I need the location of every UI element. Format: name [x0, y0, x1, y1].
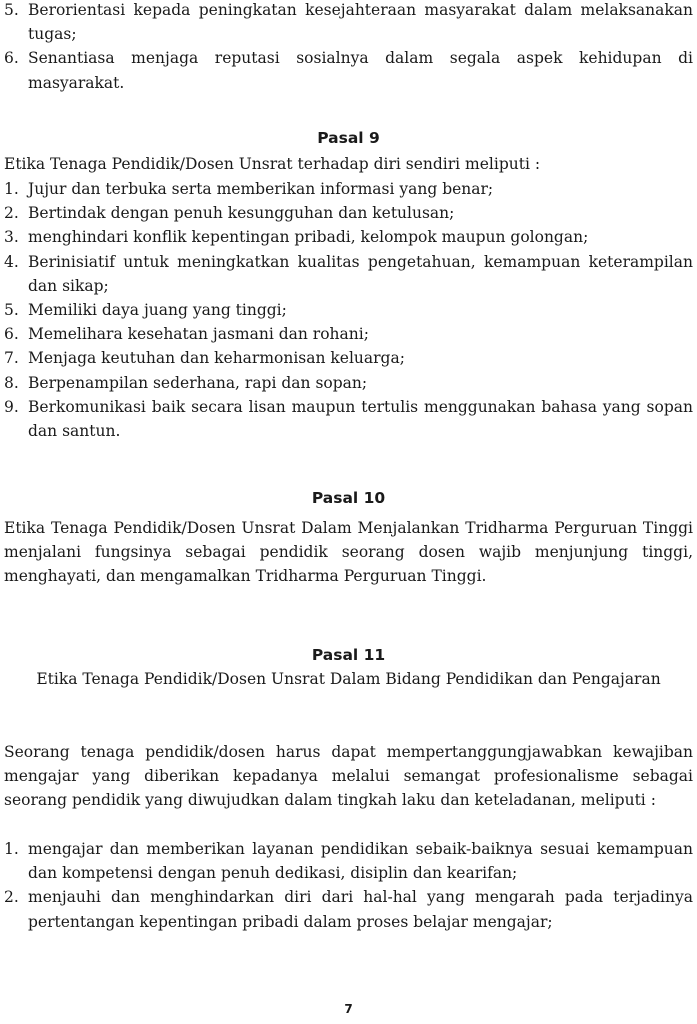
list-item-number: 5.: [4, 301, 19, 320]
page-number: 7: [344, 1002, 353, 1016]
pasal-11-list: [4, 837, 693, 934]
pasal-11-paragraph: Seorang tenaga pendidik/dosen harus dapat mempertanggungjawabkan kewajiban mengajar yang diberikan kepadanya melalui semangat profesionalisme sebagai seorang pendidik yang diwujudkan dalam tingkah laku dan keteladanan, meliputi :: [4, 743, 693, 810]
list-item-text: Memiliki daya juang yang tinggi;: [28, 301, 287, 320]
list-item-number: 2.: [4, 204, 19, 223]
pasal-11-subheading: Etika Tenaga Pendidik/Dosen Unsrat Dalam Bidang Pendidikan dan Pengajaran: [36, 670, 661, 688]
list-item-number: 4.: [4, 252, 19, 271]
list-item-text: Berinisiatif untuk meningkatkan kualitas pengetahuan, kemampuan keterampilan dan sikap;: [28, 252, 693, 295]
list-item-number: 6.: [4, 325, 19, 344]
pasal-10-paragraph: Etika Tenaga Pendidik/Dosen Unsrat Dalam Menjalankan Tridharma Perguruan Tinggi menjalani fungsinya sebagai pendidik seorang dosen wajib menjunjung tinggi, menghayati, dan mengamalkan Tridharma Perguruan Tinggi.: [4, 519, 693, 586]
list-item-text: Menjaga keutuhan dan keharmonisan keluarga;: [28, 349, 405, 368]
pasal-9-intro: Etika Tenaga Pendidik/Dosen Unsrat terhadap diri sendiri meliputi :: [4, 155, 541, 173]
list-item-number: 8.: [4, 373, 19, 392]
list-item: [4, 371, 693, 395]
list-item-number: 1.: [4, 840, 19, 858]
list-item-number: 7.: [4, 349, 19, 368]
list-item-text: Bertindak dengan penuh kesungguhan dan ketulusan;: [28, 204, 455, 223]
list-item-number: 6.: [4, 49, 19, 68]
list-item: [4, 885, 693, 933]
list-item-text: Berkomunikasi baik secara lisan maupun tertulis menggunakan bahasa yang sopan dan santun.: [28, 397, 693, 441]
list-item: [4, 395, 693, 443]
list-item-text: Jujur dan terbuka serta memberikan informasi yang benar;: [28, 180, 494, 198]
list-item: [4, 322, 693, 346]
list-item-number: 9.: [4, 397, 19, 416]
list-item-text: menghindari konflik kepentingan pribadi, kelompok maupun golongan;: [28, 228, 589, 247]
pasal-9-heading: Pasal 9: [317, 129, 380, 147]
list-item: [4, 46, 693, 94]
list-item: [4, 225, 693, 249]
list-item-number: 2.: [4, 888, 19, 907]
list-item: [4, 250, 693, 298]
list-item-text: Berorientasi kepada peningkatan kesejahteraan masyarakat dalam melaksanakan tugas;: [28, 1, 693, 44]
list-item-text: Memelihara kesehatan jasmani dan rohani;: [28, 325, 369, 344]
list-item: [4, 837, 693, 885]
intro-list: [4, 0, 693, 95]
pasal-10-heading: Pasal 10: [311, 489, 386, 507]
pasal-11-heading: Pasal 11: [311, 646, 386, 664]
list-item: [4, 201, 693, 225]
list-item-text: mengajar dan memberikan layanan pendidikan sebaik-baiknya sesuai kemampuan dan kompetensi dengan penuh dedikasi, disiplin dan kearifan;: [28, 840, 693, 883]
list-item-number: 1.: [4, 180, 19, 198]
pasal-9-list: [4, 177, 693, 443]
list-item-text: menjauhi dan menghindarkan diri dari hal-hal yang mengarah pada terjadinya pertentangan kepentingan pribadi dalam proses belajar mengajar;: [28, 888, 693, 931]
list-item-number: 3.: [4, 228, 19, 247]
list-item: [4, 298, 693, 322]
list-item-text: Senantiasa menjaga reputasi sosialnya dalam segala aspek kehidupan di masyarakat.: [28, 49, 693, 92]
list-item: [4, 177, 693, 201]
list-item: [4, 346, 693, 370]
list-item-text: Berpenampilan sederhana, rapi dan sopan;: [28, 373, 368, 392]
list-item-number: 5.: [4, 1, 19, 19]
list-item: [4, 0, 693, 46]
